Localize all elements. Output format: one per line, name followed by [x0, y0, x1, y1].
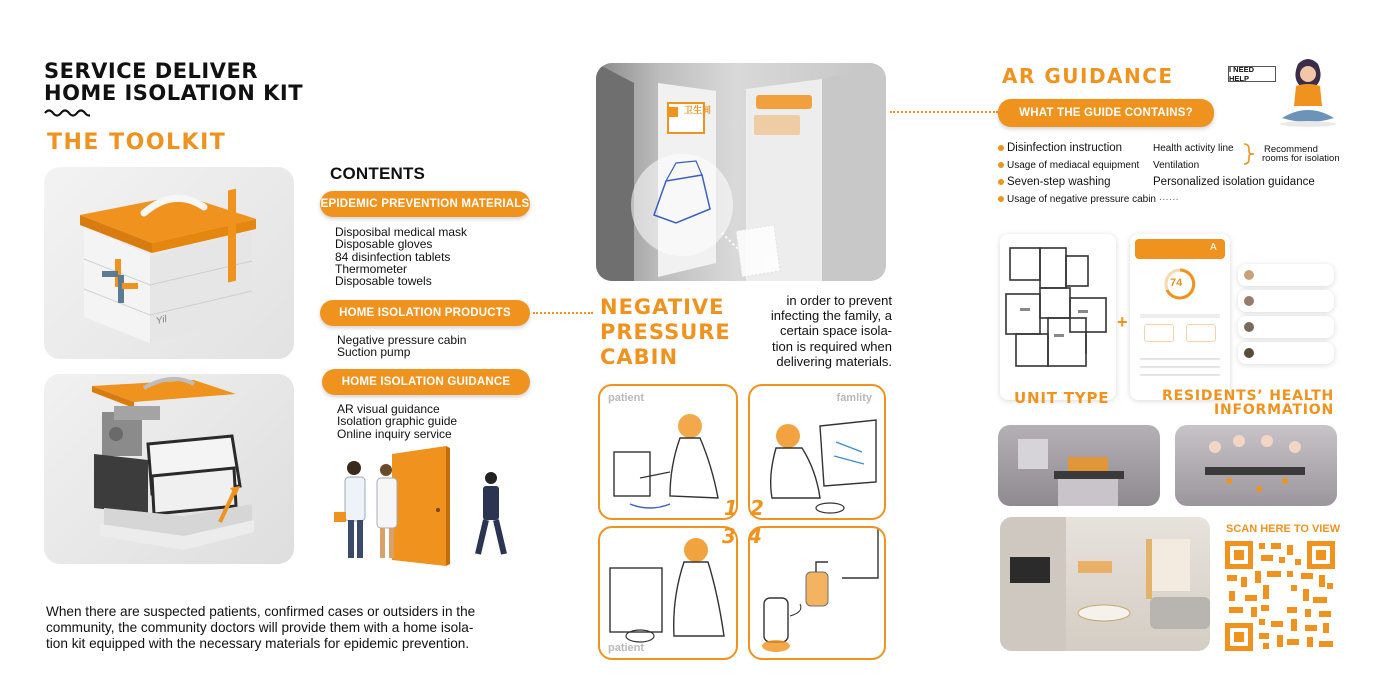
- bullet-icon: [998, 196, 1004, 202]
- toolkit-open-photo: [44, 374, 294, 564]
- pill-what-the-guide-contains: WHAT THE GUIDE CONTAINS?: [998, 99, 1214, 127]
- kit-logo-text: Yil: [156, 313, 167, 328]
- guide-item: Disinfection instruction: [998, 140, 1179, 157]
- family-sketch-icon: [750, 386, 886, 520]
- cabin-title-line: NEGATIVE: [600, 295, 725, 319]
- patient-sketch-icon: [600, 386, 738, 520]
- app-badge: A: [1210, 242, 1217, 253]
- resident-list: [1238, 264, 1334, 364]
- resident-row: [1238, 342, 1334, 364]
- toolkit-closed-photo: [44, 167, 294, 359]
- cabin-title-line: CABIN: [600, 345, 679, 369]
- disinfect-spray-sketch-icon: [750, 528, 886, 660]
- guide-item: Usage of mediacal equipment: [998, 157, 1179, 174]
- list-item: Online inquiry service: [337, 426, 452, 441]
- page-title: [44, 60, 303, 104]
- guide-item: Seven-step washing: [998, 174, 1179, 191]
- description-line: tion kit equipped with the necessary materials for epidemic prevention.: [46, 636, 470, 651]
- step-panel-1: [598, 384, 738, 520]
- list-item: 84 disinfection tablets: [335, 249, 451, 264]
- cabin-desc-line: infecting the family, a: [770, 308, 892, 324]
- scan-here-label: SCAN HERE TO VIEW: [1226, 523, 1341, 535]
- list-item: Disposable gloves: [335, 237, 433, 252]
- ar-washroom-illustration: [998, 425, 1160, 506]
- pill-home-isolation-products: HOME ISOLATION PRODUCTS: [320, 300, 530, 326]
- step-number-1: 1: [724, 496, 738, 520]
- description-line: When there are suspected patients, confirmed cases or outsiders in the: [46, 604, 476, 619]
- isolation-products-list: [337, 334, 466, 359]
- list-item: Negative pressure cabin: [337, 333, 467, 347]
- cabin-description: [742, 293, 892, 369]
- floor-plan-icon: [1000, 234, 1116, 400]
- wave-decoration-icon: [44, 108, 90, 118]
- ar-washroom-photo-1: [998, 425, 1160, 506]
- epidemic-materials-list: [335, 226, 467, 287]
- connector-dots-left: [533, 312, 593, 314]
- guide-item: Personalized isolation guidance: [1153, 176, 1315, 188]
- step-panel-4: [748, 526, 886, 660]
- kit-description: [46, 604, 536, 652]
- list-item: AR visual guidance: [337, 402, 440, 416]
- ar-guidance-title: AR GUIDANCE: [1002, 64, 1174, 88]
- guide-item: Usage of negative pressure cabin ······: [998, 191, 1179, 208]
- connector-dots-right: [890, 111, 998, 113]
- pill-epidemic-prevention-materials: EPIDEMIC PREVENTION MATERIALS: [320, 191, 530, 217]
- brace-icon: [1242, 143, 1256, 165]
- door-sign-text: 卫生间: [684, 105, 712, 115]
- title-line-2: HOME ISOLATION KIT: [44, 81, 304, 105]
- negative-pressure-cabin-title: [600, 295, 731, 370]
- step-number-3: 3: [722, 524, 736, 548]
- list-item: Suction pump: [337, 345, 411, 360]
- toolkit-title: THE TOOLKIT: [47, 130, 227, 155]
- help-speech-bubble: [1228, 66, 1276, 82]
- ar-handwash-illustration: [1175, 425, 1337, 506]
- step-1-label: patient: [608, 392, 645, 404]
- title-line-1: SERVICE DELIVER: [44, 59, 259, 83]
- ar-washroom-photo-2: [1175, 425, 1337, 506]
- cabin-title-line: PRESSURE: [600, 320, 731, 344]
- bullet-icon: [998, 162, 1004, 168]
- list-item: Thermometer: [335, 261, 408, 276]
- list-item: Disposibal medical mask: [335, 225, 468, 239]
- qr-code-icon[interactable]: [1225, 541, 1335, 651]
- cabin-desc-line: delivering materials.: [776, 353, 892, 369]
- recommend-rooms: Recommend rooms for isolation: [1262, 144, 1340, 164]
- help-speech-text: I NEED HELP: [1229, 65, 1255, 83]
- resident-row: [1238, 316, 1334, 338]
- resident-row: [1238, 290, 1334, 312]
- doctors-door-illustration: [326, 440, 526, 570]
- open-kit-illustration: [44, 374, 294, 564]
- living-room-illustration: [1000, 517, 1210, 651]
- step-number-4: 4: [748, 524, 762, 548]
- cabin-desc-line: tion is required when: [772, 338, 892, 354]
- step-panel-2: [748, 384, 886, 520]
- health-app-card: [1130, 234, 1230, 400]
- step-2-label: famlity: [836, 392, 872, 404]
- list-item: Isolation graphic guide: [337, 414, 458, 429]
- guide-item: Health activity line: [1153, 143, 1234, 154]
- bathroom-corridor-illustration: [596, 63, 886, 281]
- patient-retrieve-sketch-icon: [600, 528, 738, 660]
- bullet-icon: [998, 179, 1004, 185]
- health-score: 74: [1170, 277, 1183, 289]
- ellipsis-dots: ······: [1158, 194, 1179, 205]
- closed-kit-illustration: [44, 167, 294, 359]
- description-line: community, the community doctors will provide them with a home isola-: [46, 620, 474, 635]
- floor-plan-card: [1000, 234, 1116, 400]
- sitting-person-icon: [1276, 56, 1340, 128]
- step-3-label: patient: [608, 642, 645, 654]
- app-tile: [1144, 324, 1174, 342]
- contents-title: CONTENTS: [330, 164, 426, 183]
- cabin-desc-line: in order to prevent: [786, 293, 892, 308]
- guide-items-left: [998, 140, 1179, 208]
- step-panel-3: [598, 526, 738, 660]
- app-row-placeholder: [1140, 314, 1220, 318]
- list-item: Disposable towels: [335, 274, 432, 289]
- cabin-photo: [596, 63, 886, 281]
- app-list-placeholder: [1140, 352, 1220, 382]
- pill-home-isolation-guidance: HOME ISOLATION GUIDANCE: [322, 369, 530, 395]
- residents-health-label: RESIDENTS’ HEALTH INFORMATION: [1162, 388, 1334, 418]
- cabin-desc-line: certain space isola-: [780, 323, 892, 339]
- ar-livingroom-photo: [1000, 517, 1210, 651]
- resident-row: [1238, 264, 1334, 286]
- step-number-2: 2: [750, 496, 764, 520]
- isolation-guidance-list: [337, 403, 457, 440]
- guide-item: Ventilation: [1153, 160, 1200, 171]
- bullet-icon: [998, 145, 1004, 151]
- plus-sign: +: [1117, 312, 1128, 332]
- app-tile: [1186, 324, 1216, 342]
- unit-type-label: UNIT TYPE: [1014, 389, 1110, 407]
